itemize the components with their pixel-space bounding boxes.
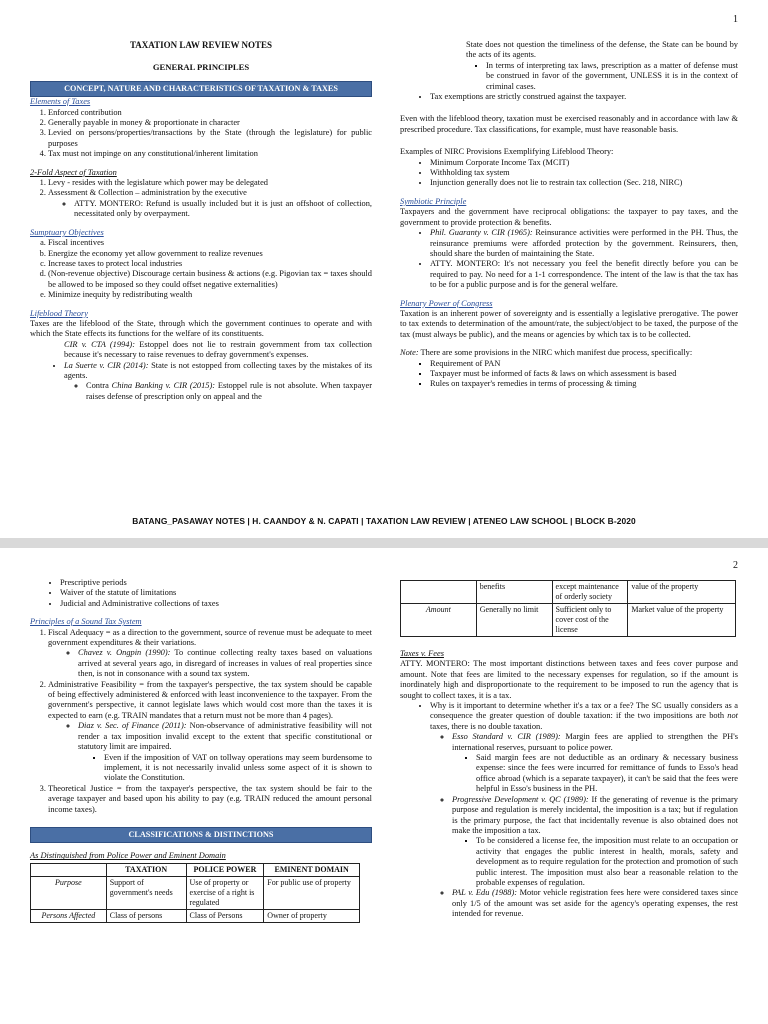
list-item-text: Fiscal Adequacy = as a direction to the government, source of revenue must be adequate to meet government expenditures & their variations. xyxy=(48,627,372,648)
table-cell: benefits xyxy=(476,581,552,604)
list-item: c. Increase taxes to protect local industries xyxy=(48,259,372,269)
list-item: • Waiver of the statute of limitations xyxy=(60,588,372,598)
note-label: Note: xyxy=(400,348,419,358)
list-item xyxy=(430,701,738,920)
list-item: ▪ Rules on taxpayer's remedies in terms of processing & timing xyxy=(430,379,738,389)
page-footer: BATANG_PASAWAY NOTES | H. CAANDOY & N. CAPATI | TAXATION LAW REVIEW | ATENEO LAW SCHOOL | BLOCK B-2020 xyxy=(132,516,636,526)
elements-list xyxy=(30,108,372,160)
list-item xyxy=(48,628,372,680)
sub-list-item xyxy=(78,648,372,679)
lifeblood-heading: Lifeblood Theory xyxy=(30,308,88,318)
table-cell xyxy=(401,581,477,604)
page-number: 1 xyxy=(733,14,738,25)
table-header-cell: TAXATION xyxy=(106,863,186,876)
table-cell: Use of property or exercise of a right is regulated xyxy=(186,876,264,909)
plenary-heading: Plenary Power of Congress xyxy=(400,298,493,308)
list-item: 4. Tax must not impinge on any constitutional/inherent limitation xyxy=(48,149,372,159)
table-cell: Class of persons xyxy=(106,909,186,922)
list-item xyxy=(48,188,372,219)
list-item: • ATTY. MONTERO: It's not necessary you feel the benefit directly before you can be required to pay. No need for a 1-1 correspondence. The intent of the law is that the tax has to be for a public purpose and is for the general welfare. xyxy=(430,259,738,290)
lifeblood-text: Taxes are the lifeblood of the State, through which the government continues to operate and with which the State effects its functions for the welfare of its constituents. xyxy=(30,318,372,339)
list-item: • Prescriptive periods xyxy=(60,578,372,588)
table-cell: Generally no limit xyxy=(476,604,552,637)
case-paragraph xyxy=(30,340,372,361)
case-text: State is not estopped from collecting taxes by the mistakes of its agents. xyxy=(64,360,372,380)
principles-heading: Principles of a Sound Tax System xyxy=(30,617,142,627)
sub-list-item xyxy=(452,795,738,889)
case-name: PAL v. Edu (1988): xyxy=(452,888,518,898)
list-item: • Withholding tax system xyxy=(430,168,738,178)
twofold-heading: 2-Fold Aspect of Taxation xyxy=(30,167,117,177)
right-column xyxy=(400,580,738,920)
principles-list xyxy=(30,628,372,815)
table-header-cell: EMINENT DOMAIN xyxy=(264,863,360,876)
list-item: ▪ Taxpayer must be informed of facts & laws on which assessment is based xyxy=(430,369,738,379)
list-item: • Judicial and Administrative collections of taxes xyxy=(60,599,372,609)
case-name: Progressive Development v. QC (1989): xyxy=(452,794,589,804)
sumptuary-list xyxy=(30,238,372,300)
paragraph: Taxation is an inherent power of sovereignty and is essentially a legislative prerogative. The power to tax extends to determination of the amount/rate, the subject/object to be taxed, the purpose of the tax (must always be public), and the means or agencies by which tax is to be collected. xyxy=(400,308,738,339)
distinguished-heading: As Distinguished from Police Power and Eminent Domain xyxy=(30,851,226,861)
sub-list-item: ◦ ATTY. MONTERO: Refund is usually included but it is just an offshoot of collection, necessitated only by overpayment. xyxy=(74,199,372,220)
table-cell: Class of Persons xyxy=(186,909,264,922)
list-item xyxy=(48,680,372,784)
left-column xyxy=(30,40,372,402)
table-cell: Market value of the property xyxy=(628,604,736,637)
table-cell: except maintenance of orderly society xyxy=(552,581,628,604)
right-column xyxy=(400,40,738,390)
case-name: China Banking v. CIR (2015): xyxy=(111,381,216,391)
list-item: • Minimum Corporate Income Tax (MCIT) xyxy=(430,158,738,168)
doc-subtitle: GENERAL PRINCIPLES xyxy=(152,62,250,73)
case-name: CIR v. CTA (1994): xyxy=(64,339,136,349)
list-item-text: Administrative Feasibility = from the taxpayer's perspective, the tax system should be capable of being effectively administered & enforced with least inconvenience to the taxpayer. From the government's perspective, it cannot legislate laws which would cost more than the taxes it is expected to earn (e.g. TRAIN mandates that a return must not be more than 4 pages). xyxy=(48,679,372,720)
sub-list-item xyxy=(86,381,372,402)
page-separator xyxy=(0,538,768,548)
fees-heading: Taxes v. Fees xyxy=(400,649,444,658)
table-row xyxy=(401,604,736,637)
sub-list-item xyxy=(452,732,738,794)
sub-list-item xyxy=(452,888,738,919)
list-item: ▪ Requirement of PAN xyxy=(430,359,738,369)
list-item: 1. Enforced contribution xyxy=(48,108,372,118)
table-cell: Sufficient only to cover cost of the license xyxy=(552,604,628,637)
table-row xyxy=(401,581,736,604)
sub-list-item xyxy=(78,721,372,783)
sub-list-item: ▪ In terms of interpreting tax laws, prescription as a matter of defense must be construed in favor of the government, UNLESS it is in the context of criminal cases. xyxy=(486,61,738,92)
case-text: Estoppel does not lie to restrain government from tax collection because it's necessary to raise revenues to defray government's expenses. xyxy=(64,339,372,360)
list-item xyxy=(64,361,372,403)
sub-sub-list-item: ▪ Even if the imposition of VAT on tollway operations may seem burdensome to implement, it is not necessarily invalid unless some aspect of it is shown to violate the Constitution. xyxy=(104,753,372,784)
case-name: La Suerte v. CIR (2014): xyxy=(64,360,149,370)
table-cell: Owner of property xyxy=(264,909,360,922)
sumptuary-heading: Sumptuary Objectives xyxy=(30,227,104,237)
emphasis: not xyxy=(727,711,738,721)
list-item-text: Why is it important to determine whether it's a tax or a fee? The SC usually considers as a consequence the greater question of double taxation: if the two impositions are both xyxy=(430,701,738,721)
distinction-table xyxy=(30,863,360,923)
table-cell: value of the property xyxy=(628,581,736,604)
paragraph: ATTY. MONTERO: The most important distinctions between taxes and fees cover purpose and amount. Note that fees are limited to the necessary expenses for regulation, so if the amount is inordinately high and disproportionate to the requirement to be imposed to run the agency that is sought to collect taxes, it is a tax. xyxy=(400,659,738,700)
table-cell: For public use of property xyxy=(264,876,360,909)
case-name: Chavez v. Ongpin (1990): xyxy=(78,648,171,658)
case-text: If the generating of revenue is the primary purpose and regulation is merely incidental, the imposition is a tax; but if regulation is the primary purpose, the fact that incidentally revenue is also obtained does not make the imposition a tax. xyxy=(452,794,738,835)
page-number: 2 xyxy=(733,560,738,571)
case-name: Phil. Guaranty v. CIR (1965): xyxy=(430,228,533,238)
case-text: Estoppel rule is not absolute. When taxpayer raises defense of prescription only on appeal and the xyxy=(86,381,372,401)
left-column xyxy=(30,578,372,923)
table-cell: Amount xyxy=(401,604,477,637)
twofold-list xyxy=(30,178,372,220)
list-item: d. (Non-revenue objective) Discourage certain business & actions (e.g. Pigovian tax = taxes should be allowed to be imposed so they could offset negative externalities) xyxy=(48,269,372,290)
table-row xyxy=(31,876,360,909)
list-item-text: taxes, there is no double taxation. xyxy=(430,721,543,731)
doc-title: TAXATION LAW REVIEW NOTES xyxy=(129,40,273,50)
list-item: • Injunction generally does not lie to restrain tax collection (Sec. 218, NIRC) xyxy=(430,178,738,188)
distinction-table-continued xyxy=(400,580,736,637)
contra-label: Contra xyxy=(86,381,112,391)
note-text: There are some provisions in the NIRC which manifest due process, specifically: xyxy=(418,348,693,358)
case-name: Diaz v. Sec. of Finance (2011): xyxy=(78,721,187,731)
list-item: 3. Theoretical Justice = from the taxpayer's perspective, the tax system should be fair to the average taxpayer and based upon his ability to pay (e.g. TRAIN reduced the amount personal income taxes). xyxy=(48,784,372,815)
case-name: Esso Standard v. CIR (1989): xyxy=(452,732,561,742)
table-cell: Persons Affected xyxy=(31,909,107,922)
note-paragraph xyxy=(400,348,738,358)
table-cell: Support of government's needs xyxy=(106,876,186,909)
section-header-bar: CONCEPT, NATURE AND CHARACTERISTICS OF TAXATION & TAXES xyxy=(30,81,372,97)
case-text: Motor vehicle registration fees here were considered taxes since only 1/5 of the amount was set aside for the agency's operating expenses, the rest intended for revenue. xyxy=(452,888,738,919)
case-text: Margin fees are applied to strengthen the PH's international reserves, pursuant to police power. xyxy=(452,732,738,752)
sub-sub-list-item: ▪ To be considered a license fee, the imposition must relate to an occupation or activity that engages the public interest in health, morals, safety and development as to require regulation for the protection and promotion of such public interest. The imposition must also bear a reasonable relation to the probable expenses of regulation. xyxy=(476,836,738,888)
case-text: Reinsurance activities were performed in the PH. Thus, the reinsurance premiums were afforded protection by the government. Reinsurers, then, should share the burden of maintaining the State. xyxy=(430,228,738,258)
table-cell: Purpose xyxy=(31,876,107,909)
list-item: e. Minimize inequity by redistributing wealth xyxy=(48,290,372,300)
list-item: a. Fiscal incentives xyxy=(48,238,372,248)
list-item: • Tax exemptions are strictly construed against the taxpayer. xyxy=(430,92,738,102)
symbiotic-heading: Symbiotic Principle xyxy=(400,196,467,206)
list-item: b. Energize the economy yet allow government to realize revenues xyxy=(48,249,372,259)
list-item: 1. Levy - resides with the legislature which power may be delegated xyxy=(48,178,372,188)
paragraph: Taxpayers and the government have reciprocal obligations: the taxpayer to pay taxes, and the government to provide protection & benefits. xyxy=(400,207,738,227)
elements-heading: Elements of Taxes xyxy=(30,97,91,107)
continued-text: State does not question the timeliness of the defense, the State can be bound by the acts of its agents. xyxy=(466,40,738,60)
table-header-cell: POLICE POWER xyxy=(186,863,264,876)
list-item xyxy=(430,228,738,259)
list-item: 3. Levied on persons/properties/transactions by the State (through the legislature) for public purposes xyxy=(48,128,372,149)
sub-sub-list-item: ▪ Said margin fees are not deductible as an ordinary & necessary business expense: since the fees were incurred for remittance of funds to Esso's head office abroad (which is a separate taxpayer), it can't be said that the fees were helpful in Esso's business in the PH. xyxy=(476,753,738,795)
examples-heading: Examples of NIRC Provisions Exemplifying Lifeblood Theory: xyxy=(400,147,614,157)
case-text: To continue collecting realty taxes based on valuations arrived at several years ago, in disregard of increases in values of real properties since then, is not in consonance with a sound tax system. xyxy=(78,648,372,679)
case-text: Non-observance of administrative feasibility will not render a tax imposition invalid except to the extent that specific constitutional or statutory limit are impaired. xyxy=(78,721,372,752)
paragraph: Even with the lifeblood theory, taxation must be exercised reasonably and in accordance with law & prescribed procedure. Tax classifications, for example, must have reasonable basis. xyxy=(400,114,738,134)
table-header-cell xyxy=(31,863,107,876)
table-row xyxy=(31,909,360,922)
list-item: 2. Generally payable in money & proportionate in character xyxy=(48,118,372,128)
table-header-row xyxy=(31,863,360,876)
list-item-text: Assessment & Collection – administration by the executive xyxy=(48,188,247,198)
document-page-2 xyxy=(0,548,768,1024)
section-header-bar: CLASSIFICATIONS & DISTINCTIONS xyxy=(30,827,372,843)
